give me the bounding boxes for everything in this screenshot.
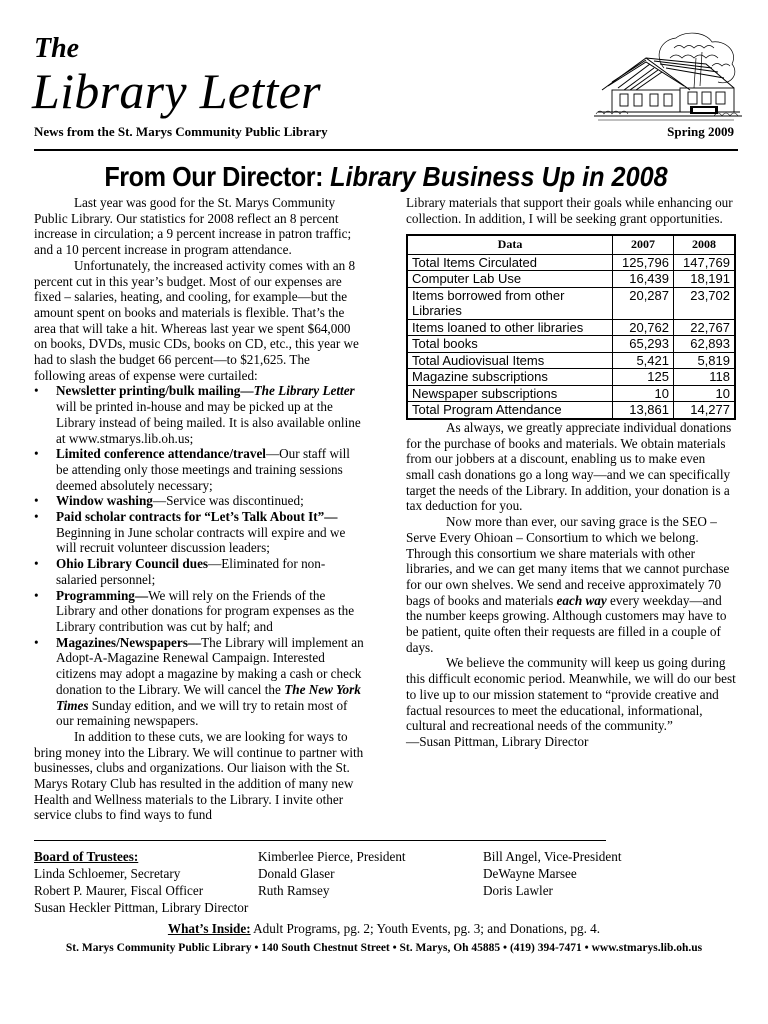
masthead-season: Spring 2009 xyxy=(667,124,734,139)
table-cell-label: Items loaned to other libraries xyxy=(407,319,613,336)
signature: —Susan Pittman, Library Director xyxy=(406,733,589,749)
board-column-1 xyxy=(34,848,264,916)
table-cell-value: 147,769 xyxy=(674,254,736,271)
table-cell-value: 13,861 xyxy=(613,402,674,419)
table-cell-value: 62,893 xyxy=(674,336,736,353)
expense-cuts-list xyxy=(34,383,364,728)
emphasis: each way xyxy=(556,592,607,608)
item-text: —Our staff will be attending only those meetings and training sessions deemed absolutely necessary; xyxy=(56,446,350,493)
article-right-column xyxy=(406,195,736,750)
trustee-name: Donald Glaser xyxy=(258,866,335,881)
table-header-row xyxy=(407,235,735,254)
bullet: • xyxy=(34,509,39,525)
trustee-name: Linda Schloemer, Secretary xyxy=(34,866,181,881)
table-row xyxy=(407,319,735,336)
list-item xyxy=(34,509,364,556)
paragraph: Last year was good for the St. Marys Community Public Library. Our statistics for 2008 reflect an 8 percent increase in circulation; a 9 percent increase in patron traffic; and a 10 percent increase in program attendance. xyxy=(34,195,352,258)
table-cell-label: Magazine subscriptions xyxy=(407,369,613,386)
table-cell-label: Total Program Attendance xyxy=(407,402,613,419)
list-item xyxy=(34,588,364,635)
table-row xyxy=(407,287,735,319)
bullet: • xyxy=(34,634,39,650)
item-text: Sunday edition, and we will try to retain most of our remaining newspapers. xyxy=(56,697,348,729)
table-cell-label: Computer Lab Use xyxy=(407,271,613,288)
list-item xyxy=(34,493,364,509)
item-text: The Library will implement an Adopt-A-Magazine Renewal Campaign. Interested citizens may adopt a magazine by making a cash or check donation to the Library. We will cancel the xyxy=(56,634,364,697)
trustee-name: Kimberlee Pierce, President xyxy=(258,849,406,864)
bullet: • xyxy=(34,446,39,462)
trustee-name: Ruth Ramsey xyxy=(258,883,330,898)
bullet: • xyxy=(34,587,39,603)
trustee-name: Robert P. Maurer, Fiscal Officer xyxy=(34,883,204,898)
item-title: Magazines/Newspapers— xyxy=(56,634,202,650)
item-title: Newsletter printing/bulk mailing— xyxy=(56,383,254,399)
list-item xyxy=(34,446,364,493)
table-cell-value: 65,293 xyxy=(613,336,674,353)
masthead-rule xyxy=(34,149,738,151)
item-title: Ohio Library Council dues xyxy=(56,556,209,572)
item-title: Window washing xyxy=(56,493,153,509)
section-rule xyxy=(34,840,606,841)
item-text: We will rely on the Friends of the Library and other donations for program expenses as the Library contribution was cut by half; and xyxy=(56,587,355,634)
paragraph-text: every weekday—and the number keeps growing. Although customers may have to be patient, quite often their requests are filled in a couple of days. xyxy=(406,592,727,655)
table-row xyxy=(407,369,735,386)
table-row xyxy=(407,385,735,402)
table-cell-value: 5,819 xyxy=(674,352,736,369)
table-row xyxy=(407,271,735,288)
trustee-name: Bill Angel, Vice-President xyxy=(483,849,622,864)
item-title: Programming— xyxy=(56,587,149,603)
table-cell-label: Total Items Circulated xyxy=(407,254,613,271)
paragraph xyxy=(406,514,736,655)
trustee-name: Susan Heckler Pittman, Library Director xyxy=(34,900,249,915)
item-text: will be printed in-house and may be picked up at the Library instead of being mailed. It is also available online at www.stmarys.lib.oh.us; xyxy=(56,399,361,446)
item-title-italic: The New York Times xyxy=(56,681,361,713)
footer-contact: St. Marys Community Public Library • 140 South Chestnut Street • St. Marys, Oh 45885 • (419) 394-7471 • www.stmarys.lib.oh.us xyxy=(65,942,703,954)
table-cell-label: Items borrowed from other Libraries xyxy=(407,287,613,319)
table-cell-value: 22,767 xyxy=(674,319,736,336)
table-cell-value: 125,796 xyxy=(613,254,674,271)
paragraph: In addition to these cuts, we are looking for ways to bring money into the Library. We will continue to partner with businesses, clubs and organizations. Our liaison with the St. Marys Rotary Club has resulted in the addition of many new Health and Wellness materials to the Library. I invite other service clubs to find ways to fund xyxy=(34,728,364,823)
list-item xyxy=(34,556,364,587)
trustee-name: DeWayne Marsee xyxy=(483,866,577,881)
bullet: • xyxy=(34,493,39,509)
board-column-3 xyxy=(483,848,733,899)
headline-title: Library Business Up in 2008 xyxy=(330,161,668,192)
table-cell-value: 118 xyxy=(674,369,736,386)
table-cell-value: 20,762 xyxy=(613,319,674,336)
masthead-the: The xyxy=(34,33,80,64)
table-cell-value: 23,702 xyxy=(674,287,736,319)
table-row xyxy=(407,352,735,369)
paragraph: As always, we greatly appreciate individual donations for the purchase of books and materials. We obtain materials from our jobbers at a discount, enabling us to make even small cash donations go a long way—and we can specifically target the needs of the Library. In addition, your donation is a tax deduction for you. xyxy=(406,419,732,514)
table-cell-value: 5,421 xyxy=(613,352,674,369)
board-heading: Board of Trustees: xyxy=(34,849,139,864)
article-left-column xyxy=(34,195,364,823)
article-headline xyxy=(69,158,703,196)
table-row xyxy=(407,336,735,353)
trustee-name: Doris Lawler xyxy=(483,883,553,898)
whats-inside-text: Adult Programs, pg. 2; Youth Events, pg. 3; and Donations, pg. 4. xyxy=(250,921,601,936)
item-title: Limited conference attendance/travel xyxy=(56,446,266,462)
paragraph: Unfortunately, the increased activity comes with an 8 percent cut in this year’s budget. Most of our expenses are fixed – salaries, heating, and cooling, for example—but the amount spent on books and materials is flexible. That’s the area that will take a hit. Whereas last year we spent $64,000 on books, DVDs, music CDs, books on CD, etc., this year we had to slash the budget 66 percent—to $21,625. The following areas of expense were curtailed: xyxy=(34,257,359,383)
table-cell-value: 16,439 xyxy=(613,271,674,288)
statistics-table xyxy=(406,234,736,420)
table-cell-value: 14,277 xyxy=(674,402,736,419)
list-item xyxy=(34,635,364,729)
bullet: • xyxy=(34,383,39,399)
table-header: 2007 xyxy=(613,235,674,254)
item-text: Beginning in June scholar contracts will expire and we will recruit volunteer discussion leaders; xyxy=(56,524,346,556)
item-text: —Service was discontinued; xyxy=(152,493,304,509)
item-title: Paid scholar contracts for “Let’s Talk About It”— xyxy=(56,509,338,525)
masthead-subtitle: News from the St. Marys Community Public Library xyxy=(34,124,328,139)
whats-inside xyxy=(34,921,734,937)
list-item xyxy=(34,383,364,446)
table-header: 2008 xyxy=(674,235,736,254)
table-header: Data xyxy=(407,235,613,254)
table-cell-label: Newspaper subscriptions xyxy=(407,385,613,402)
masthead-title: Library Letter xyxy=(32,63,321,119)
table-cell-value: 125 xyxy=(613,369,674,386)
table-row xyxy=(407,254,735,271)
headline-lead: From Our Director: xyxy=(104,161,324,192)
paragraph: Library materials that support their goals while enhancing our collection. In addition, I will be seeking grant opportunities. xyxy=(406,195,733,226)
table-cell-value: 18,191 xyxy=(674,271,736,288)
table-cell-value: 10 xyxy=(674,385,736,402)
paragraph: We believe the community will keep us going during this difficult economic period. Meanwhile, we will do our best to live up to our mission statement to “provide creative and factual resources to meet the educational, informational, cultural and recreational needs of the community.” xyxy=(406,655,736,734)
table-row xyxy=(407,402,735,419)
item-text: —Eliminated for non-salaried personnel; xyxy=(56,556,326,587)
whats-inside-label: What’s Inside: xyxy=(167,921,251,936)
library-building-illustration xyxy=(594,28,742,124)
bullet: • xyxy=(34,556,39,572)
board-column-2 xyxy=(258,848,478,899)
table-cell-label: Total books xyxy=(407,336,613,353)
item-title-italic: The Library Letter xyxy=(253,383,355,399)
table-cell-value: 20,287 xyxy=(613,287,674,319)
paragraph-text: Now more than ever, our saving grace is the SEO – Serve Every Ohioan – Consortium to which we belong. Through this consortium we share materials with other libraries, and we can get many items that we cannot purchase for our own shelves. We send and receive approximately 70 bags of books and materials xyxy=(406,514,730,608)
table-cell-value: 10 xyxy=(613,385,674,402)
table-body xyxy=(407,254,735,419)
table-cell-label: Total Audiovisual Items xyxy=(407,352,613,369)
